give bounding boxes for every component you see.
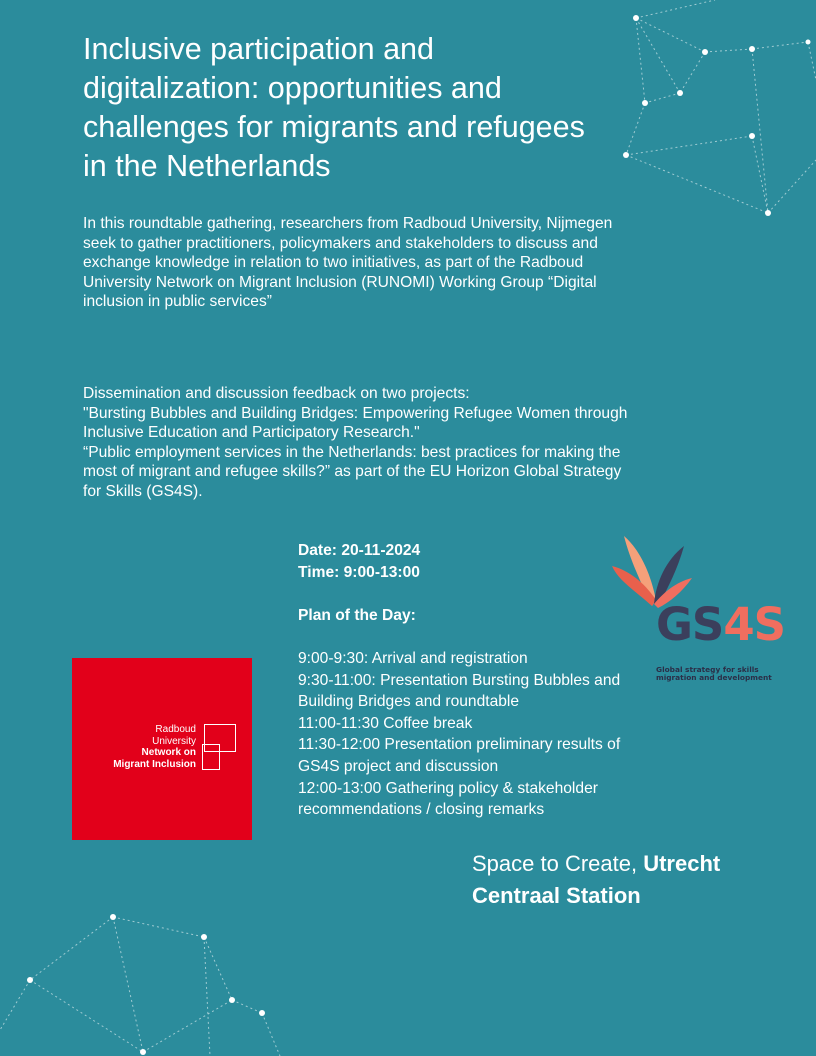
schedule-item: 9:30-11:00: Presentation Bursting Bubbles and Building Bridges and roundtable — [298, 671, 621, 711]
gs4s-tagline: Global strategy for skills migration and development — [656, 665, 772, 682]
venue-name: Utrecht Centraal Station — [472, 851, 721, 908]
radboud-logo-text: Radboud University Network on Migrant Inclusion — [113, 724, 196, 770]
logo-square-small — [202, 744, 220, 770]
event-time: Time: 9:00-13:00 — [298, 563, 420, 581]
radboud-network-logo — [72, 658, 252, 840]
project-1: "Bursting Bubbles and Building Bridges: Empowering Refugee Women through Inclusive Education and Participatory Research." — [83, 404, 628, 442]
projects-section — [83, 384, 643, 502]
schedule-item: 11:30-12:00 Presentation preliminary results of GS4S project and discussion — [298, 736, 621, 775]
schedule-item: 12:00-13:00 Gathering policy & stakeholder recommendations / closing remarks — [298, 779, 598, 819]
schedule-item: 11:00-11:30 Coffee break — [298, 714, 473, 732]
gs4s-logo — [612, 530, 786, 690]
event-details — [298, 540, 628, 821]
venue-prefix: Space to Create, — [472, 851, 644, 876]
plan-heading: Plan of the Day: — [298, 606, 416, 624]
project-2: “Public employment services in the Netherlands: best practices for making the most of migrant and refugee skills?” as part of the EU Horizon Global Strategy for Skills (GS4S). — [83, 443, 622, 500]
page-title: Inclusive participation and digitalization: opportunities and challenges for migrants and refugees in the Netherlands — [83, 32, 585, 183]
event-date: Date: 20-11-2024 — [298, 542, 421, 559]
venue-text — [472, 848, 772, 912]
projects-heading: Dissemination and discussion feedback on two projects: — [83, 385, 470, 402]
schedule-item: 9:00-9:30: Arrival and registration — [298, 649, 528, 667]
intro-paragraph: In this roundtable gathering, researchers from Radboud University, Nijmegen seek to gather practitioners, policymakers and stakeholders to discuss and exchange knowledge in relation to two initiatives, as part of the Radboud University Network on Migrant Inclusion (RUNOMI) Working Group “Digital inclusion in public services” — [83, 215, 613, 311]
gs4s-wordmark: GS4S — [656, 598, 786, 651]
